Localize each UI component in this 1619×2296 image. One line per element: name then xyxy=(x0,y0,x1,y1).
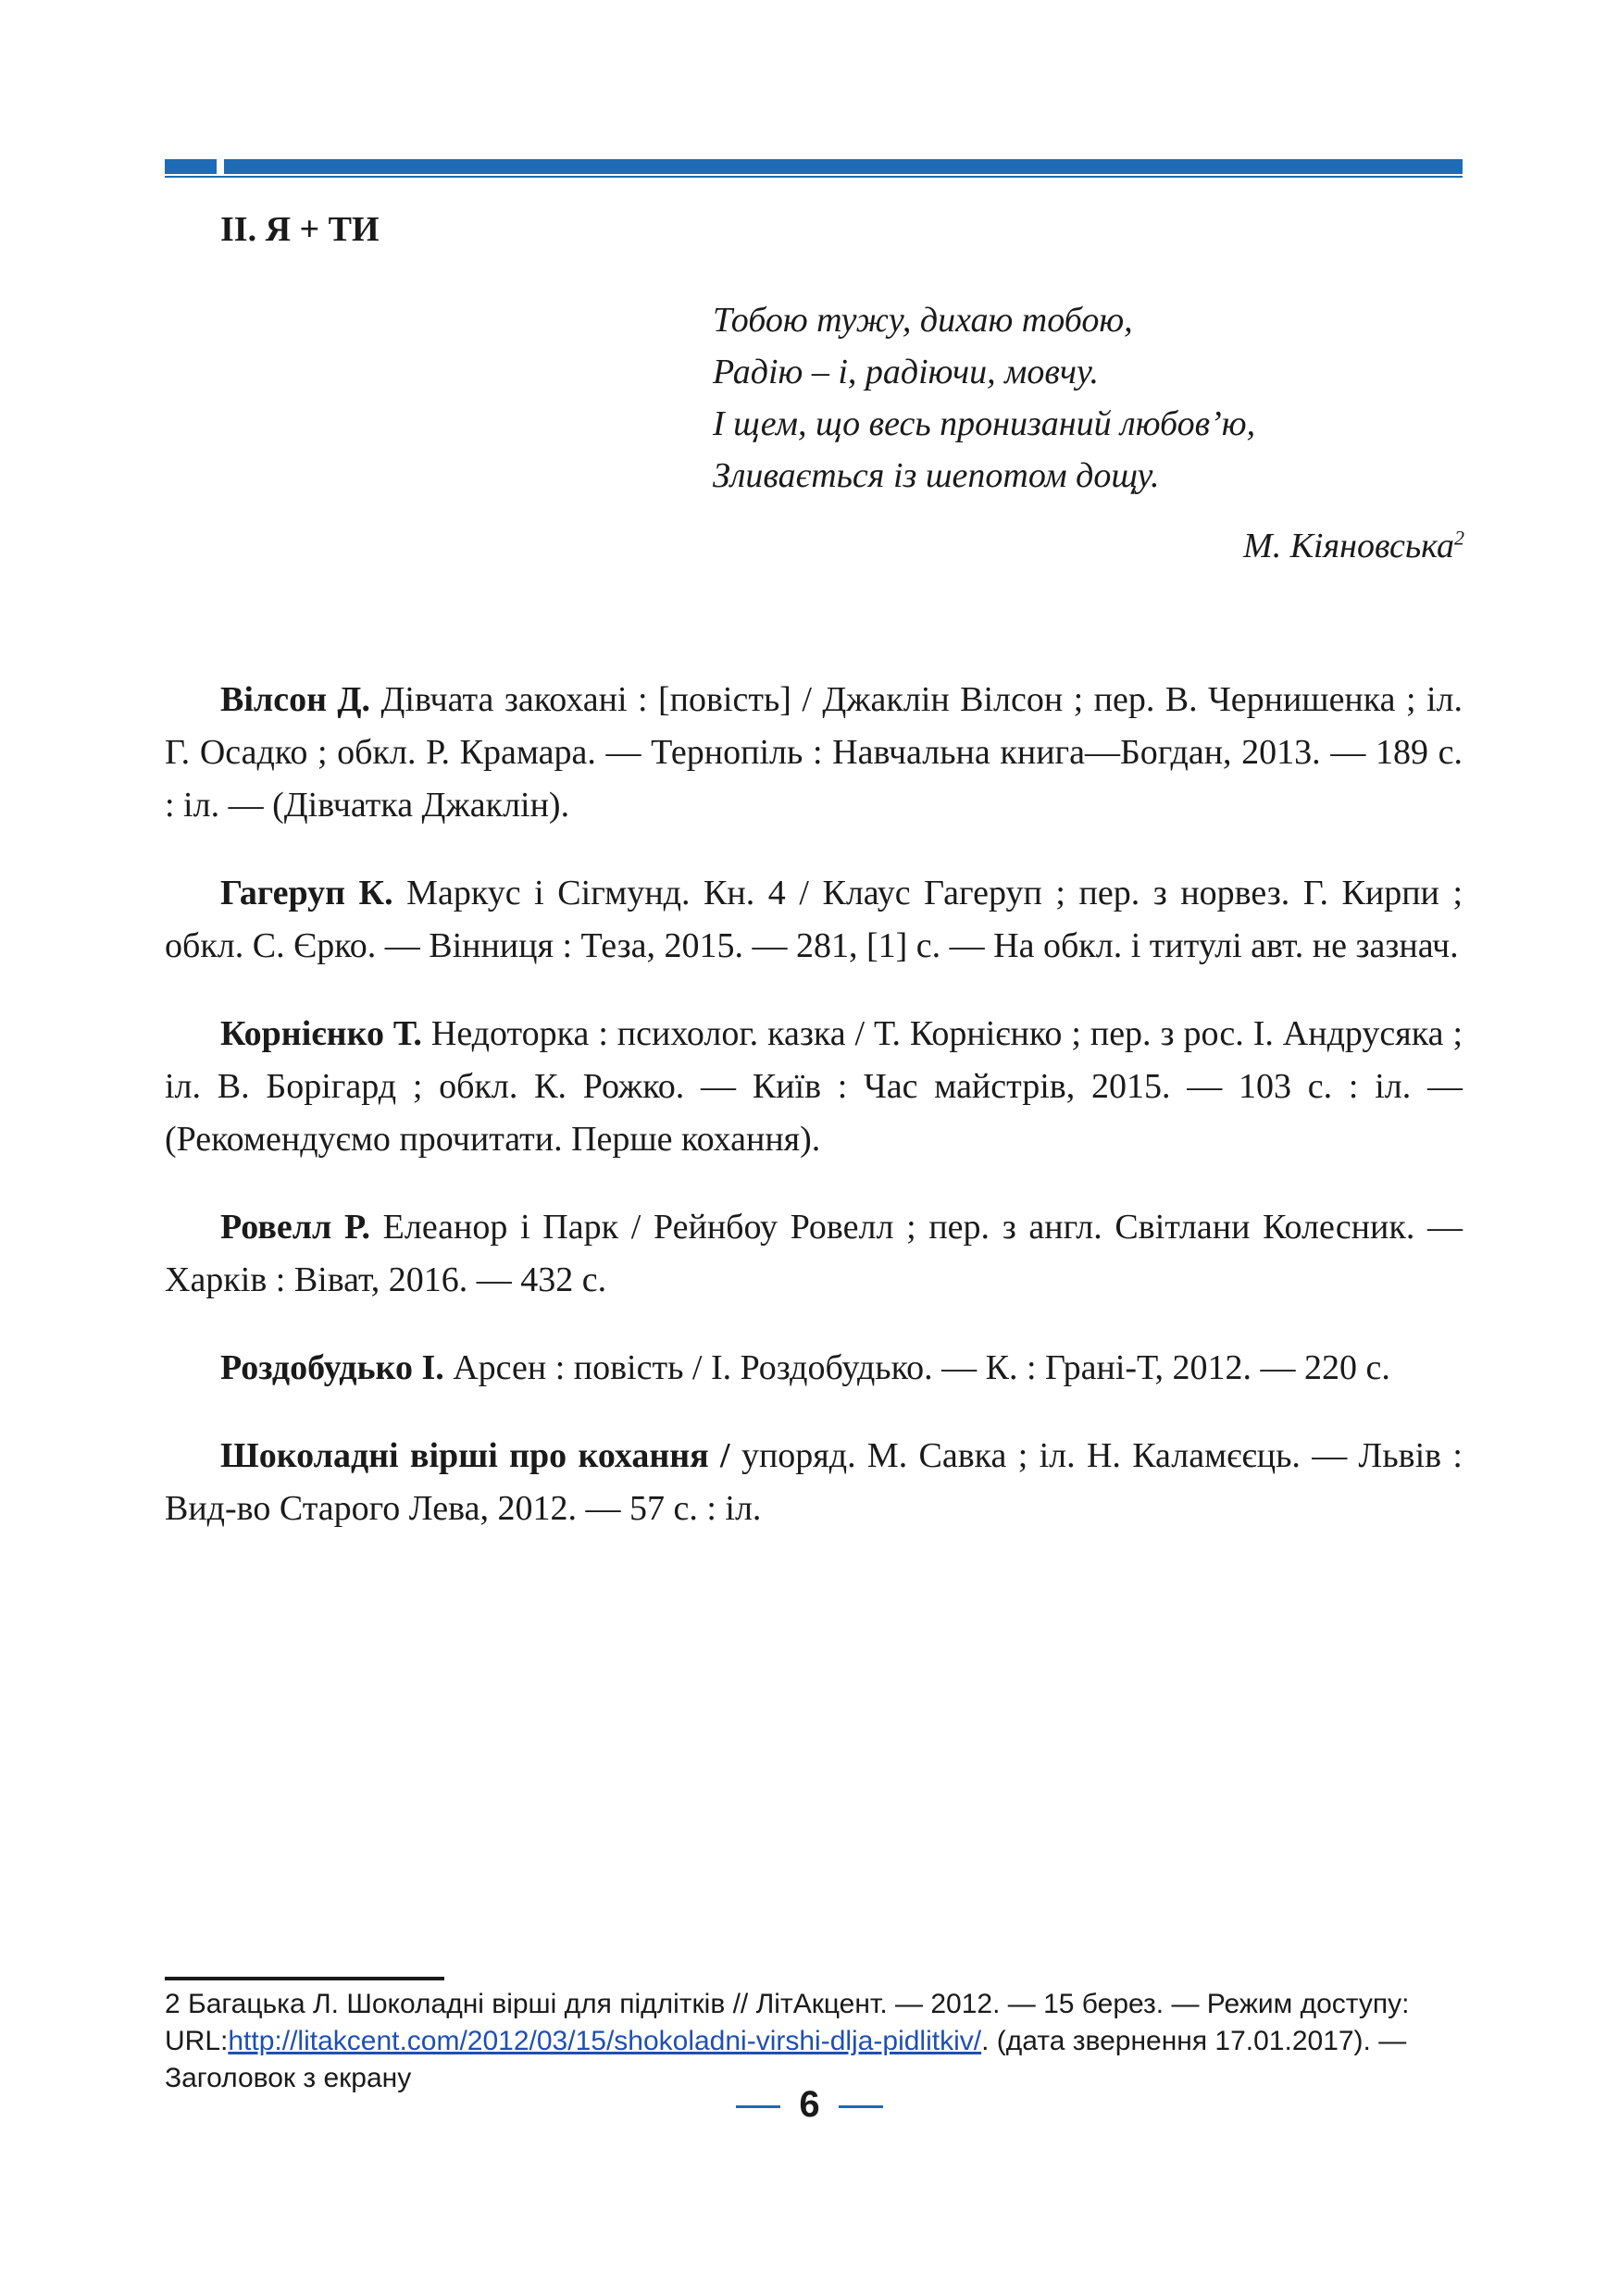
entry-author: Вілсон Д. xyxy=(220,680,371,719)
bibliography-entry xyxy=(165,867,1463,973)
bibliography-entry xyxy=(165,1008,1463,1166)
entry-description: Дівчата закохані : [повість] / Джаклін Вілсон ; пер. В. Чернишенка ; іл. Г. Осадко ; обкл. Р. Крамара. — Тернопіль : Навчальна книга—Богдан, 2013. — 189 с. : іл. — (Дівчатка Джаклін). xyxy=(165,680,1463,825)
entry-title: Шоколадні вірші про кохання / xyxy=(220,1436,730,1475)
header-rule xyxy=(165,159,1463,174)
entry-description: Елеанор і Парк / Рейнбоу Ровелл ; пер. з англ. Світлани Колесник. — Харків : Віват, 2016. — 432 с. xyxy=(165,1208,1463,1299)
footnote-separator xyxy=(165,1977,444,1980)
bibliography-entry xyxy=(165,1430,1463,1535)
entry-author: Корнієнко Т. xyxy=(220,1014,422,1053)
page-number xyxy=(0,2084,1619,2126)
entry-author: Ровелл Р. xyxy=(220,1208,370,1247)
epigraph xyxy=(713,294,1464,572)
footnote-text-end: . (дата звернення 17.01.2017). — Заголовок з екрану xyxy=(165,2026,1407,2093)
bibliography-list xyxy=(165,674,1463,1570)
entry-description: Арсен : повість / І. Роздобудько. — К. : Грані-Т, 2012. — 220 с. xyxy=(443,1348,1390,1387)
bibliography-entry xyxy=(165,674,1463,832)
footnote-text: 2 Багацька Л. Шоколадні вірші для підлітків // ЛітАкцент. — 2012. — 15 берез. — Режим доступу: URL: xyxy=(165,1989,1410,2056)
entry-description: Недоторка : психолог. казка / Т. Корнієнко ; пер. з рос. І. Андрусяка ; іл. В. Борігард ; обкл. К. Рожко. — Київ : Час майстрів, 2015. — 103 с. : іл. — (Рекомендуємо прочитати. Перше кохання). xyxy=(165,1014,1463,1159)
epigraph-author-name: М. Кіяновська xyxy=(1243,527,1454,565)
section-title: ІІ. Я + ТИ xyxy=(220,210,380,249)
header-rule-underline xyxy=(165,176,1463,178)
entry-description: Маркус і Сігмунд. Кн. 4 / Клаус Гагеруп ; пер. з норвез. Г. Кирпи ; обкл. С. Єрко. — Вінниця : Теза, 2015. — 281, [1] с. — На обкл. і титулі авт. не зазнач. xyxy=(165,874,1463,965)
entry-description: упоряд. М. Савка ; іл. Н. Каламєєць. — Львів : Вид-во Старого Лева, 2012. — 57 с. : іл. xyxy=(165,1436,1463,1528)
epigraph-line: Тобою тужу, дихаю тобою, xyxy=(713,301,1133,340)
epigraph-line: Зливається із шепотом дощу. xyxy=(713,456,1160,495)
epigraph-author xyxy=(713,520,1464,572)
epigraph-line: Радію – і, радіючи, мовчу. xyxy=(713,353,1099,391)
bibliography-entry xyxy=(165,1201,1463,1307)
page-number-dash-right xyxy=(839,2105,883,2108)
header-rule-short-segment xyxy=(165,159,217,174)
page-number-dash-left xyxy=(736,2105,780,2108)
footnote xyxy=(165,1986,1463,2097)
footnote-link[interactable]: http://litakcent.com/2012/03/15/shokoladni-virshi-dlja-pidlitkiv/ xyxy=(228,2026,982,2056)
entry-author: Роздобудько І. xyxy=(220,1348,444,1387)
footnote-reference[interactable]: 2 xyxy=(1454,526,1464,550)
bibliography-entry xyxy=(165,1342,1463,1395)
header-rule-long-segment xyxy=(224,159,1463,174)
page-number-value: 6 xyxy=(799,2084,820,2125)
epigraph-line: І щем, що весь пронизаний любов’ю, xyxy=(713,404,1256,443)
entry-author: Гагеруп К. xyxy=(220,874,393,912)
